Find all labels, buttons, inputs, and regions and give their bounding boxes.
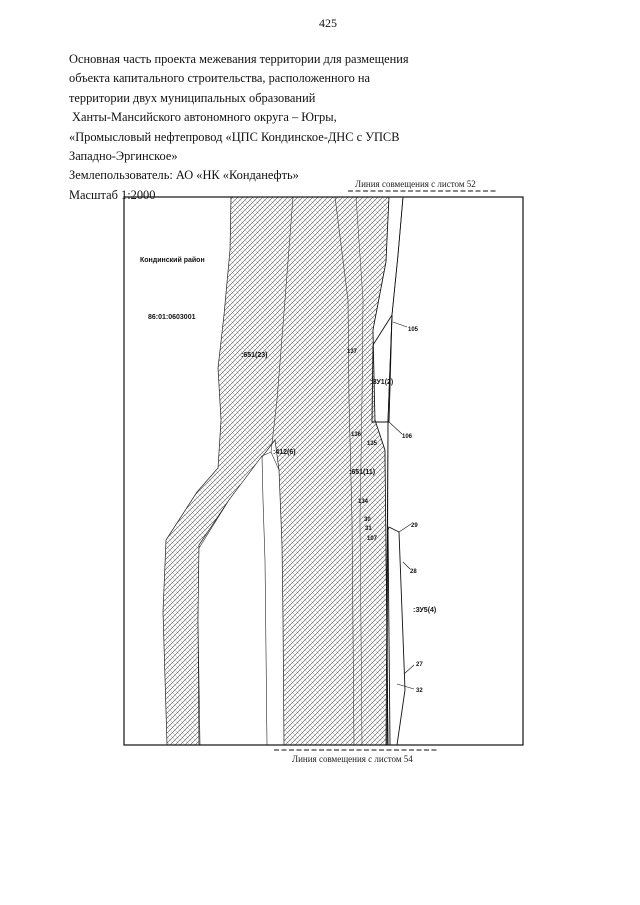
- header-line-1: Основная часть проекта межевания территории для размещения: [69, 52, 409, 66]
- point-30-label: 30: [364, 517, 371, 523]
- header-line-2: объекта капитального строительства, расположенного на: [69, 71, 371, 86]
- scale: Масштаб 1:2000: [69, 187, 156, 202]
- cadastral-block-label: 86:01:0603001: [148, 314, 196, 321]
- point-106-label: 106: [402, 434, 413, 440]
- page-number: 425: [319, 16, 337, 30]
- leader-lines: [389, 322, 414, 689]
- header-line-4: Ханты-Мансийского автономного округа – Югры,: [72, 110, 337, 125]
- point-28-label: 28: [410, 569, 417, 575]
- parcel-zu5-outline: [388, 527, 405, 745]
- parcel-zu1-label: :ЗУ1(2): [370, 379, 394, 386]
- parcel-651-11-label: :651(11): [349, 469, 376, 476]
- match-line-bottom: Линия совмещения с листом 54: [292, 754, 413, 764]
- district-label: Кондинский район: [140, 257, 205, 264]
- header-line-3: территории двух муниципальных образований: [69, 90, 316, 105]
- point-29-label: 29: [411, 523, 418, 529]
- point-32-label: 32: [416, 688, 423, 694]
- point-137-label: 137: [347, 349, 358, 355]
- header-line-6: Западно-Эргинское»: [69, 149, 178, 164]
- point-134-label: 134: [358, 499, 369, 505]
- point-27-label: 27: [416, 662, 423, 668]
- parcel-412-6-label: :412(6): [273, 449, 296, 456]
- land-user: Землепользователь: АО «НК «Конданефть»: [69, 168, 299, 183]
- header-line-5: «Промысловый нефтепровод «ЦПС Кондинское-ДНС с УПСВ: [69, 129, 400, 144]
- parcel-zu5-label: :ЗУ5(4): [413, 607, 437, 614]
- match-line-top: Линия совмещения с листом 52: [355, 179, 476, 189]
- point-136-label: 136: [351, 432, 362, 438]
- point-105-label: 105: [408, 327, 419, 333]
- point-135-label: 135: [367, 441, 378, 447]
- parcel-651-23-label: :651(23): [241, 352, 268, 359]
- point-31-label: 31: [365, 526, 372, 532]
- point-107-label: 107: [367, 536, 378, 542]
